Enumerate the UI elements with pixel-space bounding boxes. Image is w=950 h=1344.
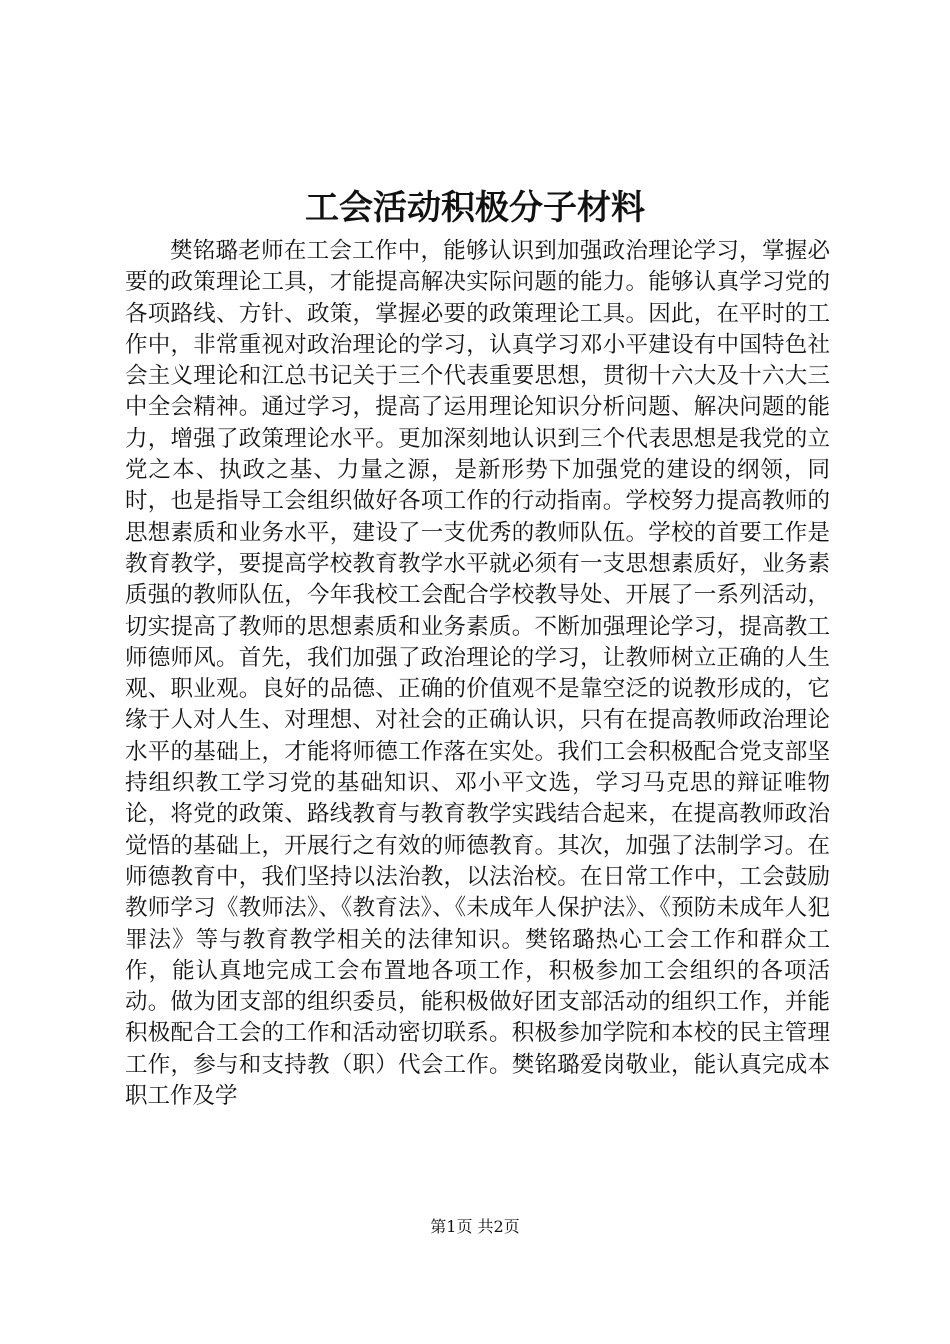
body-paragraph: 樊铭璐老师在工会工作中，能够认识到加强政治理论学习，掌握必要的政策理论工具，才能提高解决实际问题的能力。能够认真学习党的各项路线、方针、政策，掌握必要的政策理论工具。因此，在平时的工作中，非常重视对政治理论的学习，认真学习邓小平建设有中国特色社会主义理论和江总书记关于三个代表重要思想，贯彻十六大及十六大三中全会精神。通过学习，提高了运用理论知识分析问题、解决问题的能力，增强了政策理论水平。更加深刻地认识到三个代表思想是我党的立党之本、执政之基、力量之源，是新形势下加强党的建设的纲领，同时，也是指导工会组织做好各项工作的行动指南。学校努力提高教师的思想素质和业务水平，建设了一支优秀的教师队伍。学校的首要工作是教育教学，要提高学校教育教学水平就必须有一支思想素质好，业务素质强的教师队伍，今年我校工会配合学校教导处、开展了一系列活动，切实提高了教师的思想素质和业务素质。不断加强理论学习，提高教工师德师风。首先，我们加强了政治理论的学习，让教师树立正确的人生观、职业观。良好的品德、正确的价值观不是靠空泛的说教形成的，它缘于人对人生、对理想、对社会的正确认识，只有在提高教师政治理论水平的基础上，才能将师德工作落在实处。我们工会积极配合党支部坚持组织教工学习党的基础知识、邓小平文选，学习马克思的辩证唯物论，将党的政策、路线教育与教育教学实践结合起来，在提高教师政治觉悟的基础上，开展行之有效的师德教育。其次，加强了法制学习。在师德教育中，我们坚持以法治教，以法治校。在日常工作中，工会鼓励教师学习《教师法》、《教育法》、《未成年人保护法》、《预防未成年人犯罪法》等与教育教学相关的法律知识。樊铭璐热心工会工作和群众工作，能认真地完成工会布置地各项工作，积极参加工会组织的各项活动。做为团支部的组织委员，能积极做好团支部活动的组织工作，并能积极配合工会的工作和活动密切联系。积极参加学院和本校的民主管理工作，参与和支持教（职）代会工作。樊铭璐爱岗敬业，能认真完成本职工作及学: [125, 238, 830, 1110]
page-number-footer: 第1页 共2页: [430, 1217, 520, 1236]
document-title: 工会活动积极分子材料: [305, 188, 645, 228]
